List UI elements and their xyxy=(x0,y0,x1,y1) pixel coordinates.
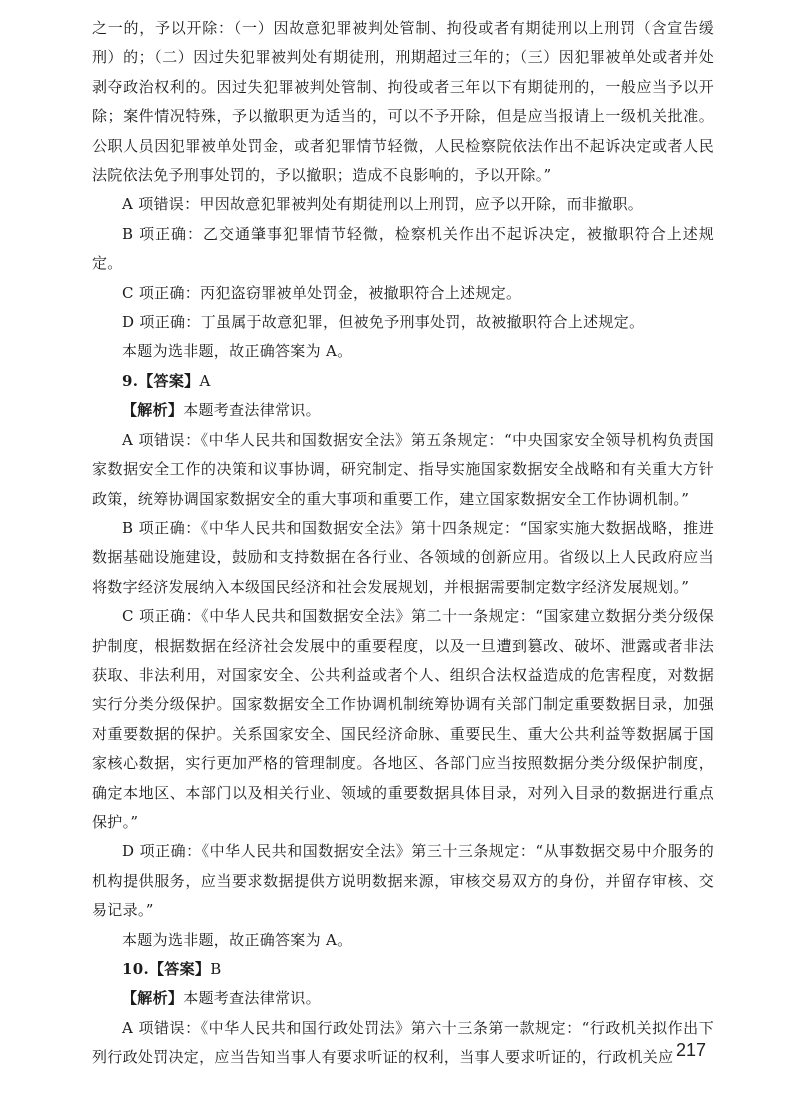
answer-value: B xyxy=(210,960,222,978)
analysis-label: 【解析】 xyxy=(122,989,184,1008)
paragraph-q9-option-c: C 项正确：《中华人民共和国数据安全法》第二十一条规定：“国家建立数据分类分级保护制度，根据数据在经济社会发展中的重要程度，以及一旦遭到篡改、破坏、泄露或者非法获取、非法利用，对国家安全、公共利益或者个人、组织合法权益造成的危害程度，对数据实行分类分级保护。国家数据安全工作协调机制统筹协调有关部门制定重要数据目录，加强对重要数据的保护。关系国家安全、国民经济命脉、重要民生、重大公共利益等数据属于国家核心数据，实行更加严格的管理制度。各地区、各部门应当按照数据分类分级保护制度，确定本地区、本部门以及相关行业、领域的重要数据具体目录，对列入目录的数据进行重点保护。” xyxy=(92,607,714,831)
page-number: 217 xyxy=(676,1040,707,1060)
answer-9 xyxy=(92,367,714,396)
answer-10 xyxy=(92,955,714,984)
analysis-text: 本题考查法律常识。 xyxy=(183,401,321,420)
paragraph-option-a: A 项错误：甲因故意犯罪被判处有期徒刑以上刑罚，应予以开除，而非撤职。 xyxy=(122,195,644,214)
paragraph-continuation: 之一的，予以开除：（一）因故意犯罪被判处管制、拘役或者有期徒刑以上刑罚（含宣告缓刑）的；（二）因过失犯罪被判处有期徒刑，刑期超过三年的；（三）因犯罪被单处或者并处剥夺政治权利的。因过失犯罪被判处管制、拘役或者三年以下有期徒刑的，一般应当予以开除；案件情况特殊，予以撤职更为适当的，可以不予开除，但是应当报请上一级机关批准。公职人员因犯罪被单处罚金，或者犯罪情节轻微，人民检察院依法作出不起诉决定或者人民法院依法免予刑事处罚的，予以撤职；造成不良影响的，予以开除。” xyxy=(92,19,714,185)
paragraph-option-c: C 项正确：丙犯盗窃罪被单处罚金，被撤职符合上述规定。 xyxy=(122,283,522,302)
analysis-label: 【解析】 xyxy=(122,401,184,420)
analysis-10 xyxy=(92,984,714,1013)
paragraph-q9-option-d: D 项正确：《中华人民共和国数据安全法》第三十三条规定：“从事数据交易中介服务的机构提供服务，应当要求数据提供方说明数据来源，审核交易双方的身份，并留存审核、交易记录。” xyxy=(92,842,714,920)
paragraph-conclusion: 本题为选非题，故正确答案为 A。 xyxy=(122,342,353,361)
answer-value: A xyxy=(199,371,211,390)
paragraph-q9-conclusion: 本题为选非题，故正确答案为 A。 xyxy=(122,930,353,949)
paragraph-q9-option-a: A 项错误：《中华人民共和国数据安全法》第五条规定：“中央国家安全领导机构负责国家数据安全工作的决策和议事协调，研究制定、指导实施国家数据安全战略和有关重大方针政策，统筹协调国家数据安全的重大事项和重要工作，建立国家数据安全工作协调机制。” xyxy=(92,430,714,508)
answer-label: 10.【答案】 xyxy=(122,960,211,978)
paragraph-option-d: D 项正确：丁虽属于故意犯罪，但被免予刑事处罚，故被撤职符合上述规定。 xyxy=(122,313,645,332)
analysis-9 xyxy=(92,396,714,425)
answer-label: 9.【答案】 xyxy=(122,371,200,390)
paragraph-option-b: B 项正确：乙交通肇事犯罪情节轻微，检察机关作出不起诉决定，被撤职符合上述规定。 xyxy=(92,224,714,273)
paragraph-q10-option-a: A 项错误：《中华人民共和国行政处罚法》第六十三条第一款规定：“行政机关拟作出下列行政处罚决定，应当告知当事人有要求听证的权利，当事人要求听证的，行政机关应 xyxy=(92,1018,714,1067)
paragraph-q9-option-b: B 项正确：《中华人民共和国数据安全法》第十四条规定：“国家实施大数据战略，推进数据基础设施建设，鼓励和支持数据在各行业、各领域的创新应用。省级以上人民政府应当将数字经济发展纳入本级国民经济和社会发展规划，并根据需要制定数字经济发展规划。” xyxy=(92,518,714,596)
document-body xyxy=(92,14,714,1073)
analysis-text: 本题考查法律常识。 xyxy=(183,989,321,1008)
